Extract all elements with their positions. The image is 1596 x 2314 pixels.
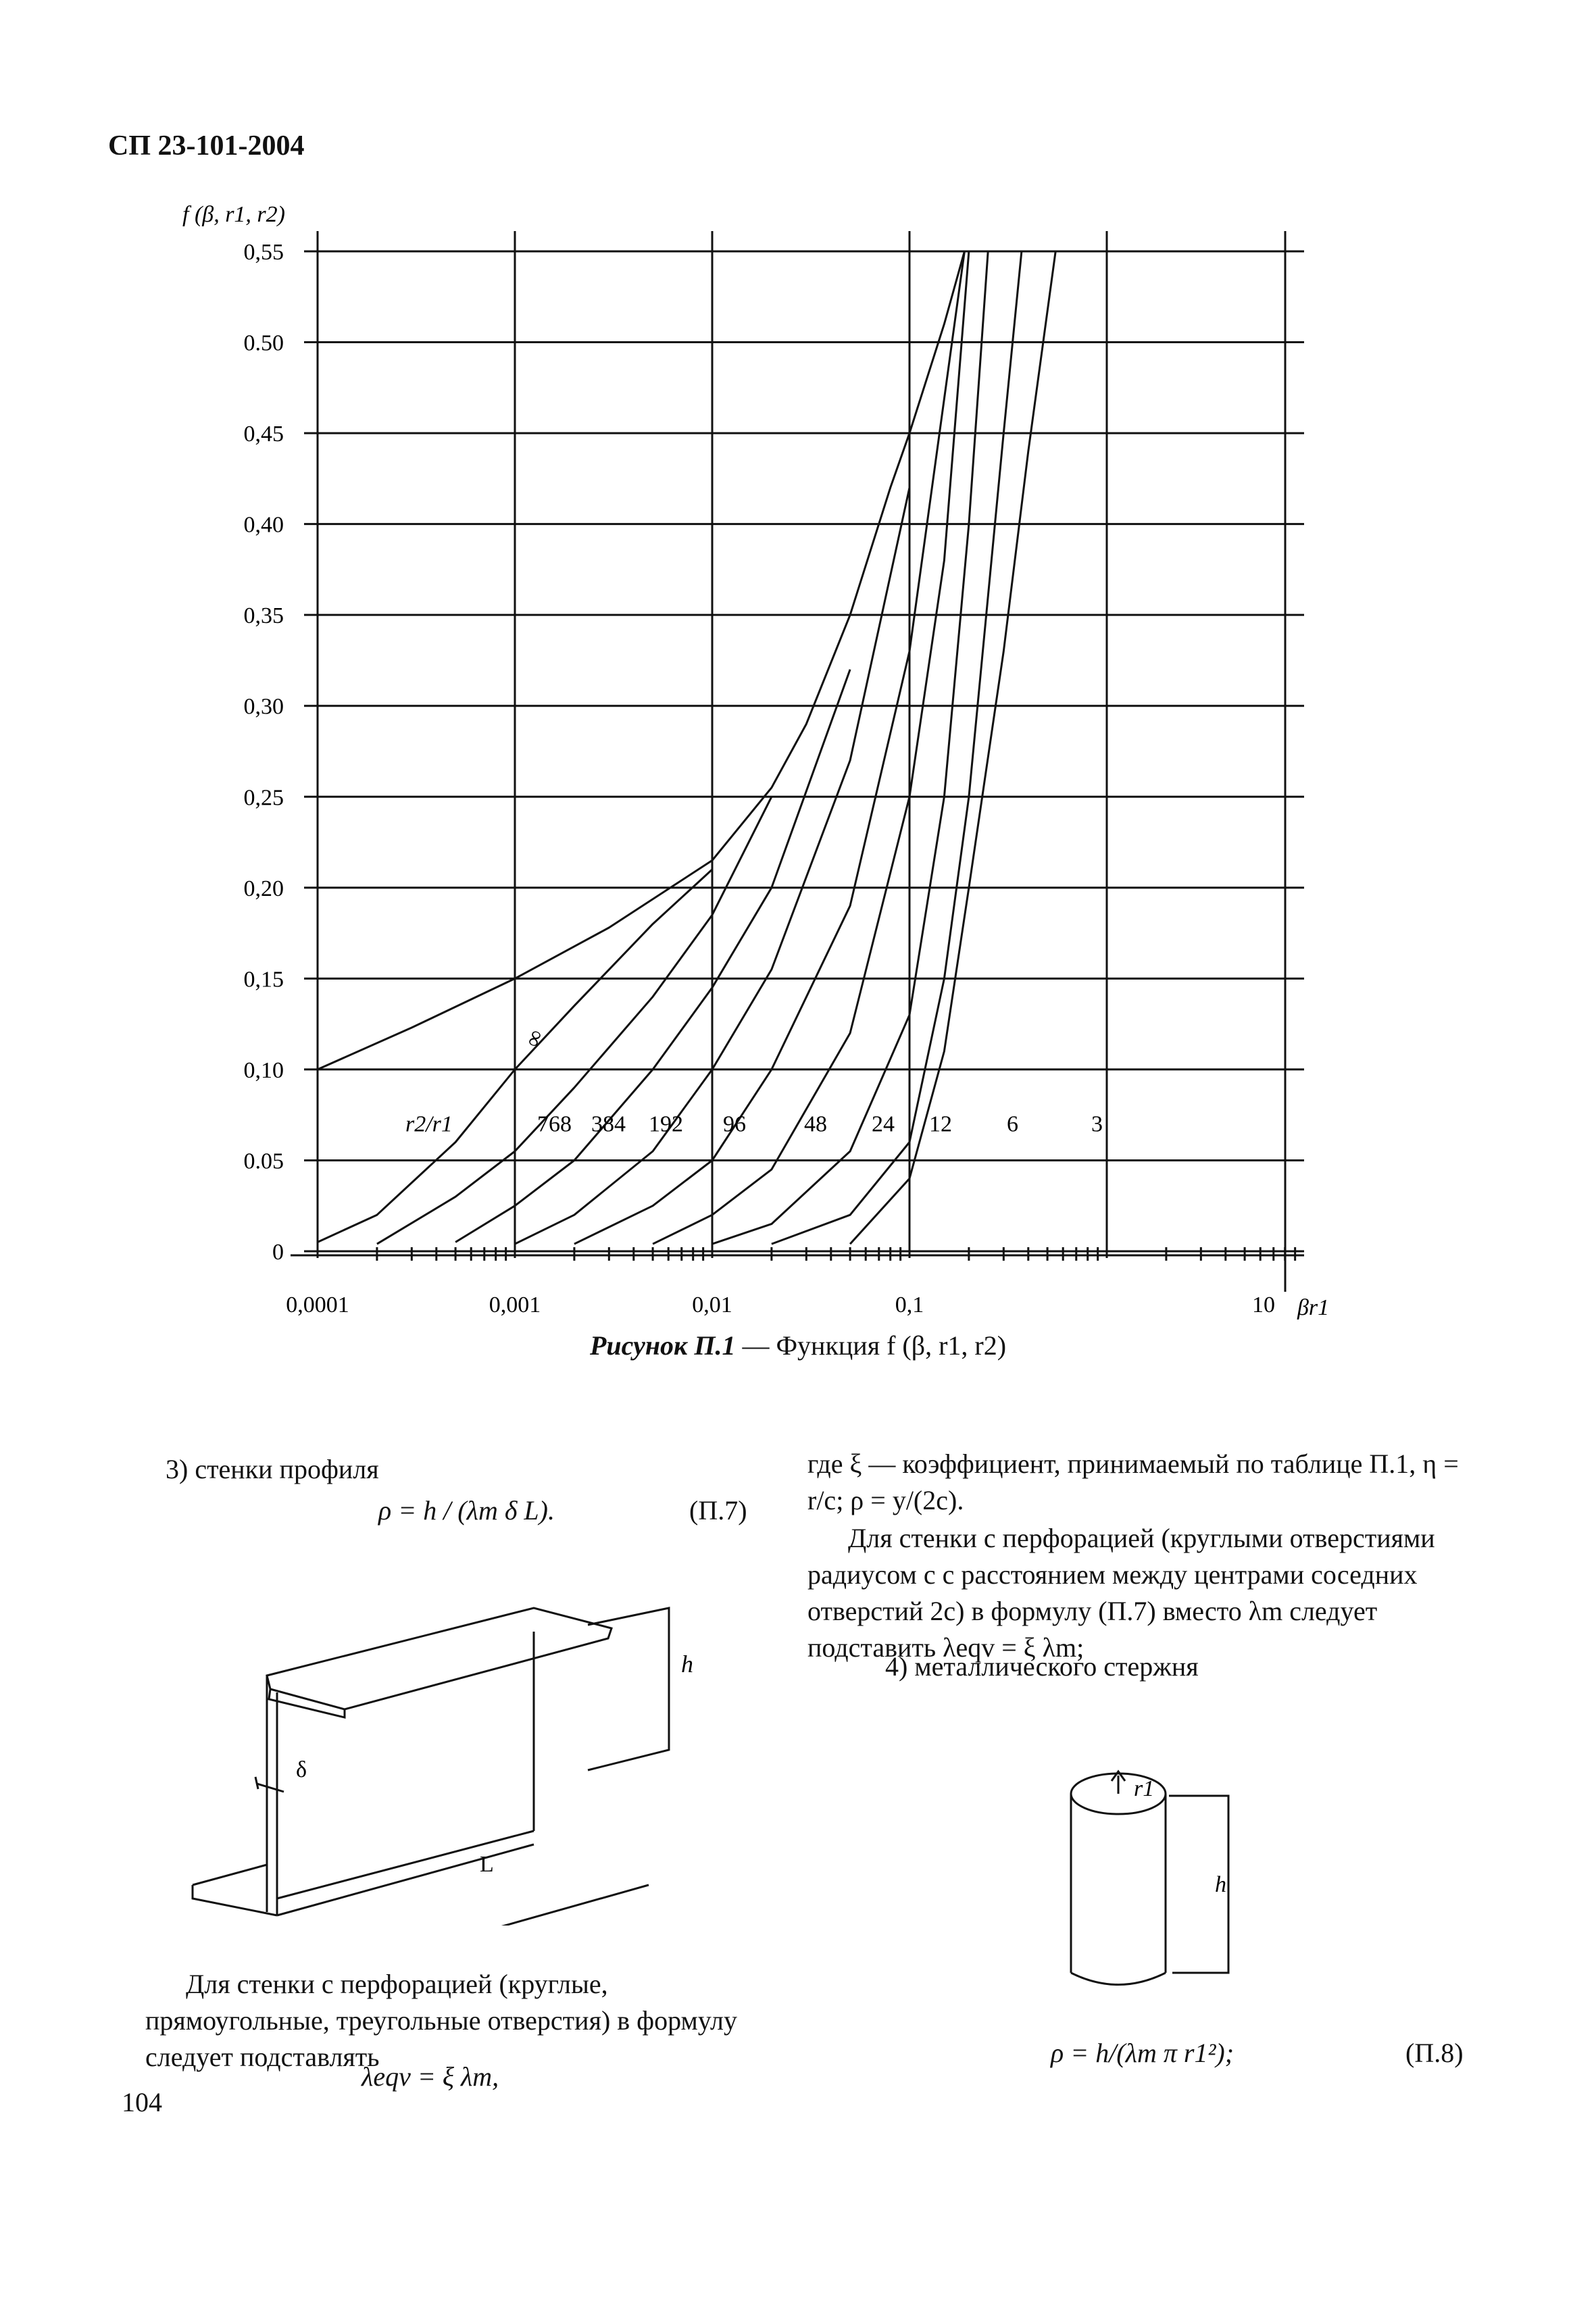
y-tick-label: 0,25	[243, 785, 284, 811]
y-tick-label: 0,30	[243, 694, 284, 720]
figure-caption	[0, 1330, 1596, 1361]
document-code: СП 23-101-2004	[108, 130, 305, 161]
y-axis-label: f (β, r1, r2)	[182, 202, 285, 227]
x-tick-label: 0,001	[489, 1292, 541, 1317]
y-tick-label: 0,40	[243, 512, 284, 538]
radius-label: r1	[1134, 1776, 1155, 1801]
curve-12	[712, 251, 988, 1244]
dim-delta-label: δ	[296, 1757, 307, 1782]
y-tick-label: 0.50	[243, 330, 284, 356]
curve-24	[653, 251, 969, 1244]
page-number: 104	[122, 2087, 162, 2117]
y-tick-label: 0	[272, 1240, 284, 1265]
equation-p8-number: (П.8)	[1405, 2038, 1464, 2068]
y-tick-label: 0,55	[243, 240, 284, 265]
infinity-curve-label: ∞	[520, 1026, 549, 1051]
x-axis-label: βr1	[1297, 1295, 1330, 1320]
y-tick-label: 0,45	[243, 422, 284, 447]
item-3-text: 3) стенки профиля	[166, 1454, 379, 1484]
x-tick-label: 0,1	[895, 1292, 924, 1317]
circular-holes-paragraph: Для стенки с перфорацией (круглыми отверстиями радиусом c с расстоянием между центрами соседних отверстий 2c) в формулу (П.7) вместо λm следует подставить λeqv = ξ λm;	[807, 1523, 1435, 1663]
curve-label-12: 12	[929, 1111, 952, 1137]
dim-h-label: h	[681, 1651, 693, 1678]
curve-label-192: 192	[649, 1111, 683, 1137]
curve-label-768: 768	[537, 1111, 572, 1137]
y-tick-label: 0,10	[243, 1057, 284, 1083]
equation-eqv: λeqv = ξ λm,	[361, 2061, 499, 2092]
y-tick-label: 0.05	[243, 1149, 284, 1174]
caption-text: — Функция f (β, r1, r2)	[735, 1330, 1007, 1361]
curve-label-96: 96	[723, 1111, 746, 1137]
dim-L-label: L	[480, 1852, 494, 1877]
curve-48	[574, 251, 965, 1244]
x-tick-label: 0,01	[692, 1292, 732, 1317]
curve-label-6: 6	[1007, 1111, 1018, 1137]
caption-label: Рисунок П.1	[589, 1330, 736, 1361]
y-tick-label: 0,15	[243, 967, 284, 992]
curve-label-384: 384	[591, 1111, 626, 1137]
curve-3	[850, 251, 1055, 1244]
chart-curves	[318, 251, 1055, 1244]
ratio-legend-title: r2/r1	[405, 1111, 453, 1137]
item-4-text: 4) металлического стержня	[885, 1651, 1199, 1682]
curve-label-3: 3	[1091, 1111, 1103, 1137]
curve-label-24: 24	[872, 1111, 895, 1137]
equation-p7: ρ = h / (λm δ L).	[378, 1495, 555, 1526]
equation-p7-number: (П.7)	[689, 1495, 747, 1526]
metal-rod-figure	[1061, 1763, 1277, 2007]
x-tick-label: 0,0001	[286, 1292, 349, 1317]
y-tick-label: 0,20	[243, 876, 284, 901]
curve-infinity	[318, 251, 964, 1070]
equation-p8: ρ = h/(λm π r1²);	[1051, 2038, 1235, 2068]
chart-labels	[182, 202, 1329, 1320]
perforation-paragraph: Для стенки с перфорацией (круглые, прямоугольные, треугольные отверстия) в формулу следует подставлять	[145, 1969, 737, 2072]
x-tick-label: 10	[1252, 1292, 1275, 1317]
channel-profile-figure	[182, 1547, 709, 1926]
curve-6	[772, 251, 1022, 1244]
y-tick-label: 0,35	[243, 603, 284, 629]
curve-label-48: 48	[804, 1111, 827, 1137]
rod-height-label: h	[1215, 1872, 1226, 1897]
xi-definition-paragraph: где ξ — коэффициент, принимаемый по таблице П.1, η = r/c; ρ = y/(2c).	[807, 1449, 1459, 1515]
